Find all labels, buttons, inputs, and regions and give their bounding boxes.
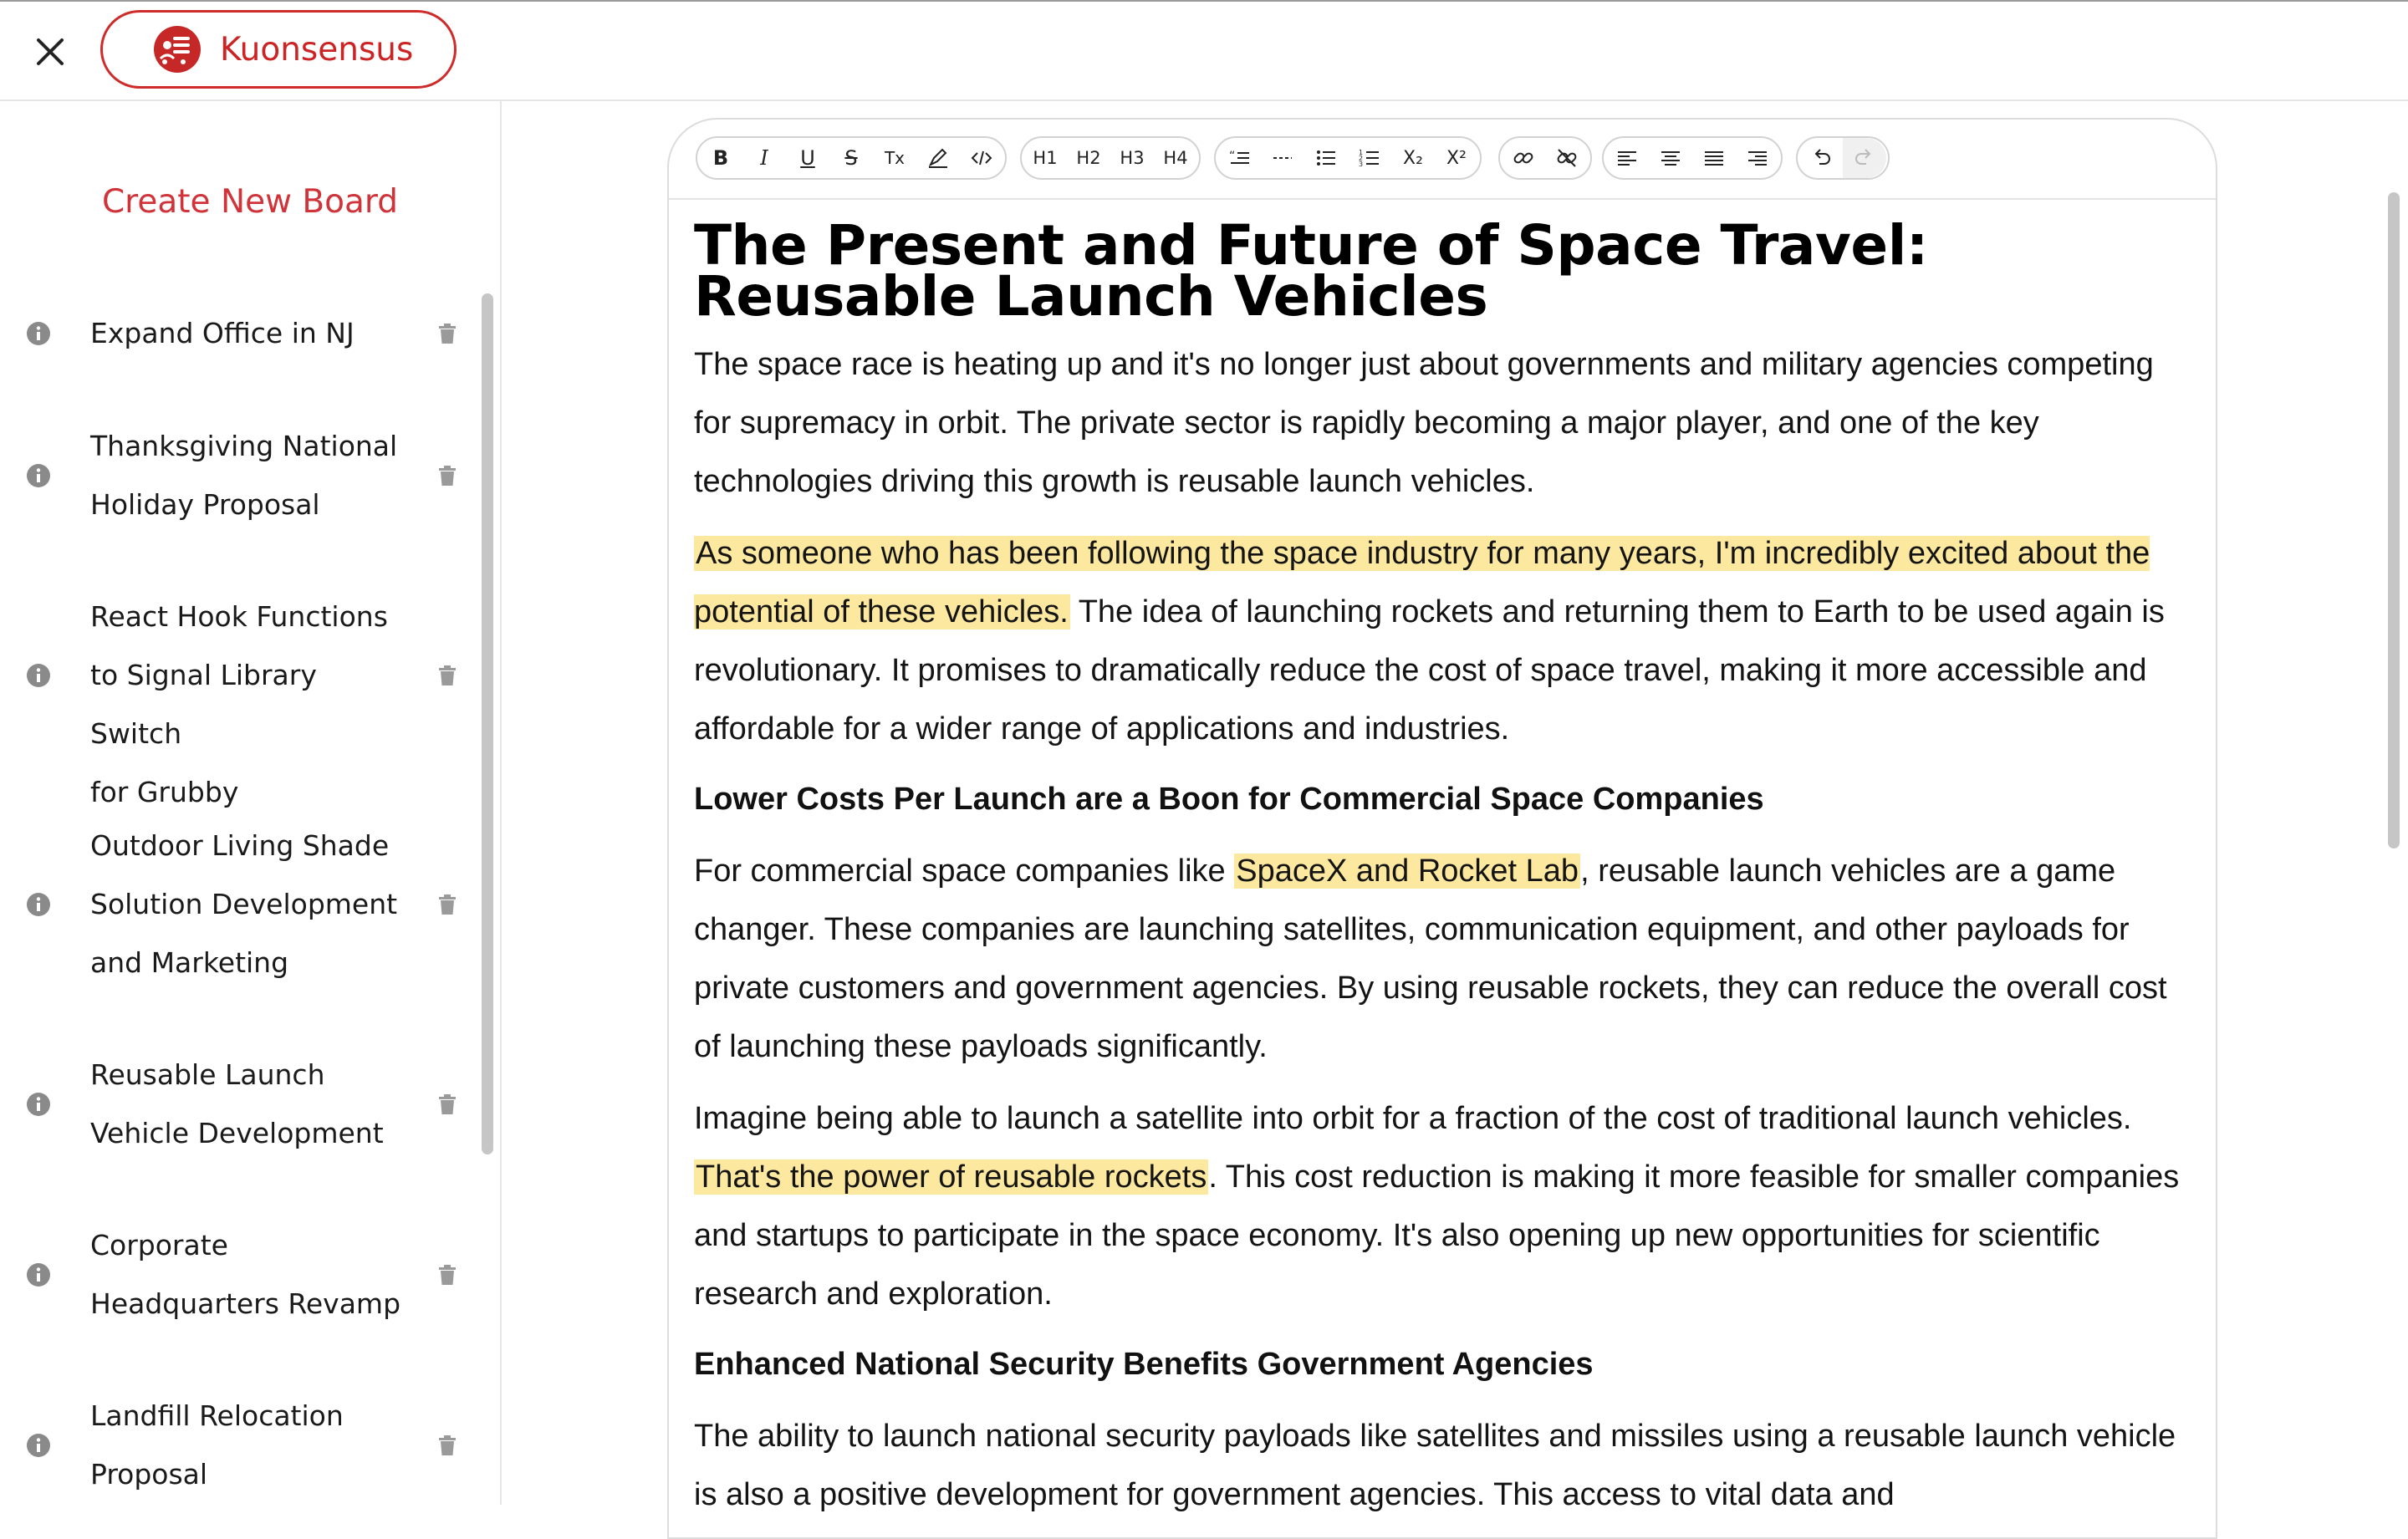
paragraph-text[interactable]: . This cost reduction is making it more feasible for smaller companies and startups to participate in the space economy. It's also opening up new opportunities for scientific research and exploration. — [694, 1159, 2180, 1312]
heading-4-icon: H4 — [1163, 148, 1188, 168]
board-item-react-hook[interactable] — [0, 588, 477, 808]
clear-format-icon: Tx — [884, 148, 906, 168]
board-list — [0, 101, 477, 1505]
trash-icon[interactable] — [438, 1265, 457, 1285]
highlighted-text[interactable]: That's the power of reusable rockets — [696, 1159, 1207, 1195]
italic-button[interactable] — [742, 138, 786, 178]
undo-button[interactable] — [1799, 138, 1843, 178]
underline-icon: U — [800, 146, 815, 170]
sidebar-scrollbar-thumb[interactable] — [482, 293, 493, 1154]
paragraph-text[interactable]: For commercial space companies like — [694, 854, 1235, 889]
horizontal-rule-icon — [1271, 146, 1294, 170]
board-item-corporate-hq[interactable] — [0, 1216, 477, 1333]
italic-icon: I — [760, 146, 768, 170]
trash-icon[interactable] — [438, 1435, 457, 1455]
svg-text:3: 3 — [1359, 161, 1364, 168]
board-item-expand-office[interactable] — [0, 304, 477, 363]
superscript-button[interactable] — [1435, 138, 1478, 178]
align-group — [1602, 136, 1783, 180]
document-title[interactable]: The Present and Future of Space Travel: Reusable Launch Vehicles — [694, 213, 1928, 329]
align-left-icon — [1615, 146, 1639, 170]
trash-icon[interactable] — [438, 894, 457, 915]
board-item-label: React Hook Functions to Signal Library Switch for Grubby — [90, 600, 388, 808]
paragraph-1[interactable]: The space race is heating up and it's no longer just about governments and military agencies competing for supremacy in orbit. The private sector is rapidly becoming a major player, and one of the key technologies driving this growth is reusable launch vehicles. — [694, 347, 2154, 499]
block-group — [1214, 136, 1482, 180]
subscript-button[interactable] — [1391, 138, 1435, 178]
unlink-button[interactable] — [1545, 138, 1589, 178]
paragraph-5[interactable]: The ability to launch national security payloads like satellites and missiles using a reusable launch vehicle is also a positive development for government agencies. This access to vital data and — [694, 1419, 2176, 1512]
info-icon[interactable] — [26, 1262, 51, 1287]
justify-icon — [1702, 146, 1726, 170]
bullet-list-button[interactable] — [1304, 138, 1348, 178]
blockquote-button[interactable] — [1217, 138, 1261, 178]
board-item-label: Corporate Headquarters Revamp — [90, 1229, 401, 1320]
highlight-button[interactable] — [916, 138, 960, 178]
horizontal-rule-button[interactable] — [1261, 138, 1304, 178]
trash-icon[interactable] — [438, 1094, 457, 1114]
trash-icon[interactable] — [438, 324, 457, 344]
editor-toolbar — [669, 120, 2216, 200]
highlighted-text[interactable]: SpaceX and Rocket Lab — [1236, 854, 1579, 889]
paragraph-text[interactable]: The idea of launching rockets and returning them to Earth to be used again is revolutionary. It promises to dramatically reduce the cost of space travel, making it more accessible and affordable for a wider range of applications and industries. — [694, 594, 2165, 747]
blockquote-icon — [1227, 146, 1251, 170]
subscript-icon: X₂ — [1403, 147, 1423, 169]
bold-icon: B — [712, 146, 729, 170]
info-icon[interactable] — [26, 1092, 51, 1117]
info-icon[interactable] — [26, 321, 51, 346]
heading-1-icon: H1 — [1033, 148, 1058, 168]
close-icon — [30, 32, 70, 72]
section-heading-1[interactable]: Lower Costs Per Launch are a Boon for Commercial Space Companies — [694, 782, 1764, 817]
info-icon[interactable] — [26, 463, 51, 488]
board-item-label: Expand Office in NJ — [90, 317, 355, 349]
trash-icon[interactable] — [438, 665, 457, 685]
code-icon — [970, 146, 993, 170]
link-icon — [1512, 146, 1535, 170]
boards-sidebar — [0, 101, 502, 1505]
ordered-list-button[interactable] — [1348, 138, 1391, 178]
align-left-button[interactable] — [1605, 138, 1649, 178]
paragraph-text[interactable]: Imagine being able to launch a satellite into orbit for a fraction of the cost of traditional launch vehicles. — [694, 1101, 2132, 1136]
redo-icon — [1853, 146, 1876, 170]
trash-icon[interactable] — [438, 466, 457, 486]
align-center-button[interactable] — [1649, 138, 1692, 178]
align-right-icon — [1746, 146, 1769, 170]
align-right-button[interactable] — [1736, 138, 1779, 178]
editor-content[interactable] — [694, 213, 2191, 1524]
board-item-label: Reusable Launch Vehicle Development — [90, 1058, 384, 1149]
heading-3-icon: H3 — [1120, 148, 1145, 168]
brand-home-button[interactable] — [100, 10, 457, 89]
bold-button[interactable] — [699, 138, 742, 178]
board-item-label: Outdoor Living Shade Solution Development and Marketing — [90, 829, 398, 979]
close-button[interactable] — [30, 32, 70, 72]
paragraph-2[interactable] — [694, 524, 2191, 758]
page-scrollbar-thumb[interactable] — [2388, 192, 2400, 848]
svg-text:2: 2 — [1359, 155, 1364, 162]
clear-format-button[interactable] — [873, 138, 916, 178]
undo-icon — [1809, 146, 1833, 170]
info-icon[interactable] — [26, 663, 51, 688]
format-group — [696, 136, 1007, 180]
paragraph-4[interactable] — [694, 1089, 2191, 1323]
info-icon[interactable] — [26, 1433, 51, 1458]
heading-4-button[interactable] — [1154, 138, 1197, 178]
redo-button[interactable] — [1843, 138, 1886, 178]
board-item-reusable-launch[interactable] — [0, 1046, 477, 1163]
board-item-thanksgiving[interactable] — [0, 417, 477, 534]
board-item-label: Thanksgiving National Holiday Proposal — [90, 430, 398, 521]
heading-2-button[interactable] — [1067, 138, 1110, 178]
highlighted-text[interactable]: As someone who has been following the space industry for many years, I'm incredibly excited about the potential of these vehicles. — [694, 536, 2150, 629]
document-editor — [667, 118, 2217, 1539]
underline-button[interactable] — [786, 138, 829, 178]
heading-2-icon: H2 — [1076, 148, 1101, 168]
kuonsensus-logo-icon — [153, 25, 202, 74]
unlink-icon — [1555, 146, 1579, 170]
superscript-icon: X² — [1446, 147, 1467, 169]
app-header — [0, 2, 2408, 101]
justify-button[interactable] — [1692, 138, 1736, 178]
link-button[interactable] — [1502, 138, 1545, 178]
board-item-outdoor-living[interactable] — [0, 817, 477, 992]
heading-group — [1020, 136, 1201, 180]
board-item-landfill[interactable] — [0, 1387, 477, 1504]
link-group — [1498, 136, 1592, 180]
bullet-list-icon — [1314, 146, 1338, 170]
align-center-icon — [1659, 146, 1682, 170]
info-icon[interactable] — [26, 892, 51, 917]
board-item-label: Landfill Relocation Proposal — [90, 1399, 344, 1491]
strikethrough-button[interactable] — [829, 138, 873, 178]
heading-3-button[interactable] — [1110, 138, 1154, 178]
ordered-list-icon — [1358, 146, 1381, 170]
history-group — [1796, 136, 1890, 180]
heading-1-button[interactable] — [1023, 138, 1067, 178]
brand-name: Kuonsensus — [220, 30, 414, 69]
svg-text:1: 1 — [1359, 149, 1364, 156]
paragraph-text[interactable]: , reusable launch vehicles are a game changer. These companies are launching satellites, communication equipment, and other payloads for private customers and government agencies. By using reusable rockets, they can reduce the overall cost of launching these payloads significantly. — [694, 854, 2167, 1064]
section-heading-2[interactable]: Enhanced National Security Benefits Government Agencies — [694, 1347, 1594, 1382]
highlighter-icon — [926, 146, 950, 170]
create-new-board-button[interactable]: Create New Board — [101, 183, 399, 221]
svg-text:“: “ — [1229, 150, 1236, 163]
paragraph-3[interactable] — [694, 842, 2191, 1076]
strikethrough-icon: S — [844, 146, 858, 170]
code-button[interactable] — [960, 138, 1003, 178]
